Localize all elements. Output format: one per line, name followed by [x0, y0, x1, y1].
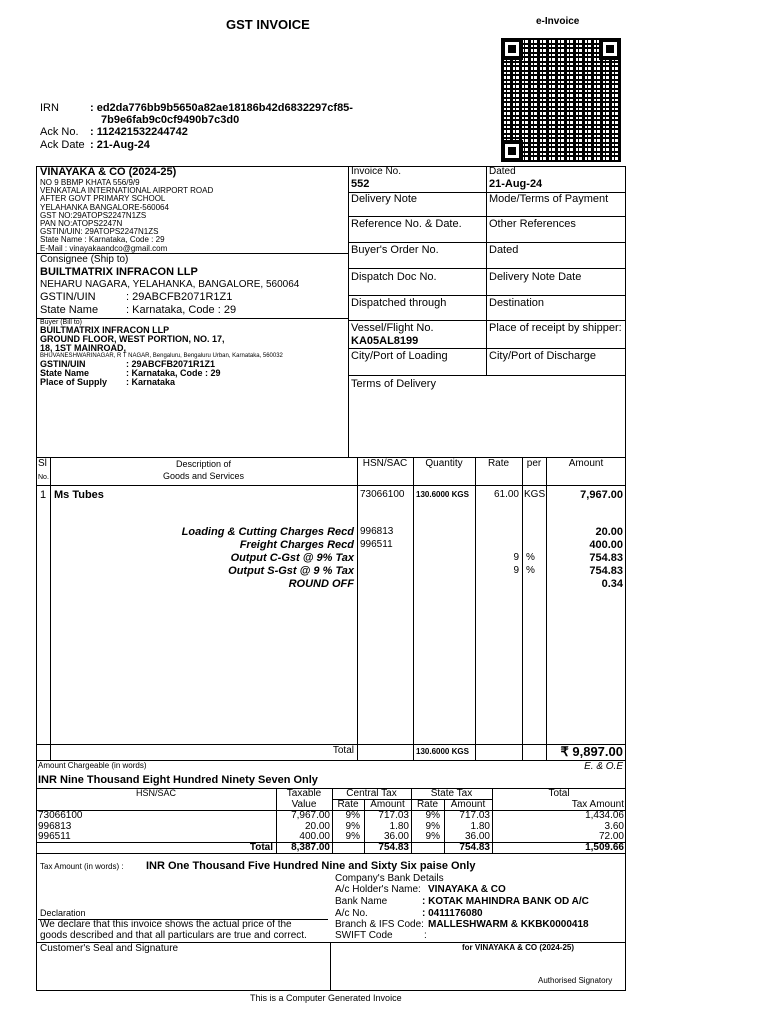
footer-note: This is a Computer Generated Invoice: [250, 993, 402, 1003]
page-title: GST INVOICE: [226, 17, 310, 32]
grand-total: ₹ 9,897.00: [560, 744, 623, 759]
e-invoice-label: e-Invoice: [536, 16, 580, 27]
tax-cell: 9%: [425, 810, 440, 821]
tax-cell: 20.00: [304, 820, 330, 832]
seller-address-line: AFTER GOVT PRIMARY SCHOOL: [40, 194, 166, 204]
seller-address-line: YELAHANKA BANGALORE-560064: [40, 202, 169, 212]
charge-description: Freight Charges Recd: [239, 539, 354, 551]
irn-value: : ed2da776bb9b5650a82ae18186b42d6832297cf85-: [90, 102, 353, 114]
seller-address-line: GSTIN/UIN: 29ATOPS2247N1ZS: [40, 227, 159, 237]
seller-address-line: GST NO:29ATOPS2247N1ZS: [40, 210, 147, 220]
amount-in-words: INR Nine Thousand Eight Hundred Ninety Seven Only: [38, 774, 318, 786]
invoice-number: 552: [351, 178, 370, 190]
charge-description: Output S-Gst @ 9 % Tax: [228, 565, 354, 577]
vessel-number: KA05AL8199: [351, 335, 419, 347]
seller-address-line: VENKATALA INTERNATIONAL AIRPORT ROAD: [40, 186, 214, 196]
tax-in-words: INR One Thousand Five Hundred Nine and Sixty Six paise Only: [146, 860, 476, 872]
tax-cell: 73066100: [38, 810, 83, 821]
tax-cell: 3.60: [604, 820, 624, 832]
ack-date: : 21-Aug-24: [90, 139, 150, 151]
customer-seal: Customer's Seal and Signature: [40, 943, 179, 954]
tax-cell: 9%: [425, 820, 440, 832]
charge-description: ROUND OFF: [288, 578, 354, 590]
authorised-signatory: Authorised Signatory: [538, 976, 613, 985]
charge-rate: 9: [513, 565, 519, 576]
tax-cell: 996511: [38, 831, 71, 842]
tax-cell: 717.03: [378, 810, 409, 821]
tax-cell: 1.80: [470, 820, 490, 832]
charge-description: Loading & Cutting Charges Recd: [181, 526, 354, 538]
tax-cell: 9%: [345, 810, 360, 821]
qr-code: [501, 38, 621, 162]
tax-cell: 400.00: [299, 831, 330, 842]
invoice-date: 21-Aug-24: [489, 178, 543, 190]
charge-amount: 20.00: [595, 526, 623, 538]
tax-cell: 9%: [425, 831, 440, 842]
charge-amount: 754.83: [589, 565, 623, 577]
seller-address-line: State Name : Karnataka, Code : 29: [40, 235, 165, 245]
charge-hsn: 996511: [360, 539, 393, 550]
seller-address-line: PAN NO:ATOPS2247N: [40, 219, 123, 228]
tax-cell: 72.00: [598, 831, 624, 842]
charge-amount: 400.00: [589, 539, 623, 551]
tax-cell: 1.80: [389, 820, 409, 832]
tax-cell: 717.03: [459, 810, 490, 821]
charge-amount: 0.34: [601, 578, 623, 590]
charge-amount: 754.83: [589, 552, 623, 564]
seller-address-line: E-Mail : vinayakaandco@gmail.com: [40, 243, 168, 253]
tax-cell: 36.00: [464, 831, 490, 842]
tax-cell: 9%: [345, 820, 360, 832]
tax-cell: 9%: [345, 831, 360, 842]
seller-address-line: NO 9 BBMP KHATA 556/9/9: [40, 178, 140, 187]
tax-cell: 7,967.00: [291, 810, 330, 821]
tax-cell: 1,434.06: [585, 810, 624, 821]
charge-rate: 9: [513, 552, 519, 563]
tax-cell: 996813: [38, 820, 72, 832]
charge-description: Output C-Gst @ 9% Tax: [230, 552, 354, 564]
charge-per: %: [526, 565, 535, 576]
charge-per: %: [526, 552, 535, 563]
tax-cell: 36.00: [383, 831, 409, 842]
charge-hsn: 996813: [360, 526, 394, 537]
ack-no: : 112421532244742: [90, 126, 188, 138]
